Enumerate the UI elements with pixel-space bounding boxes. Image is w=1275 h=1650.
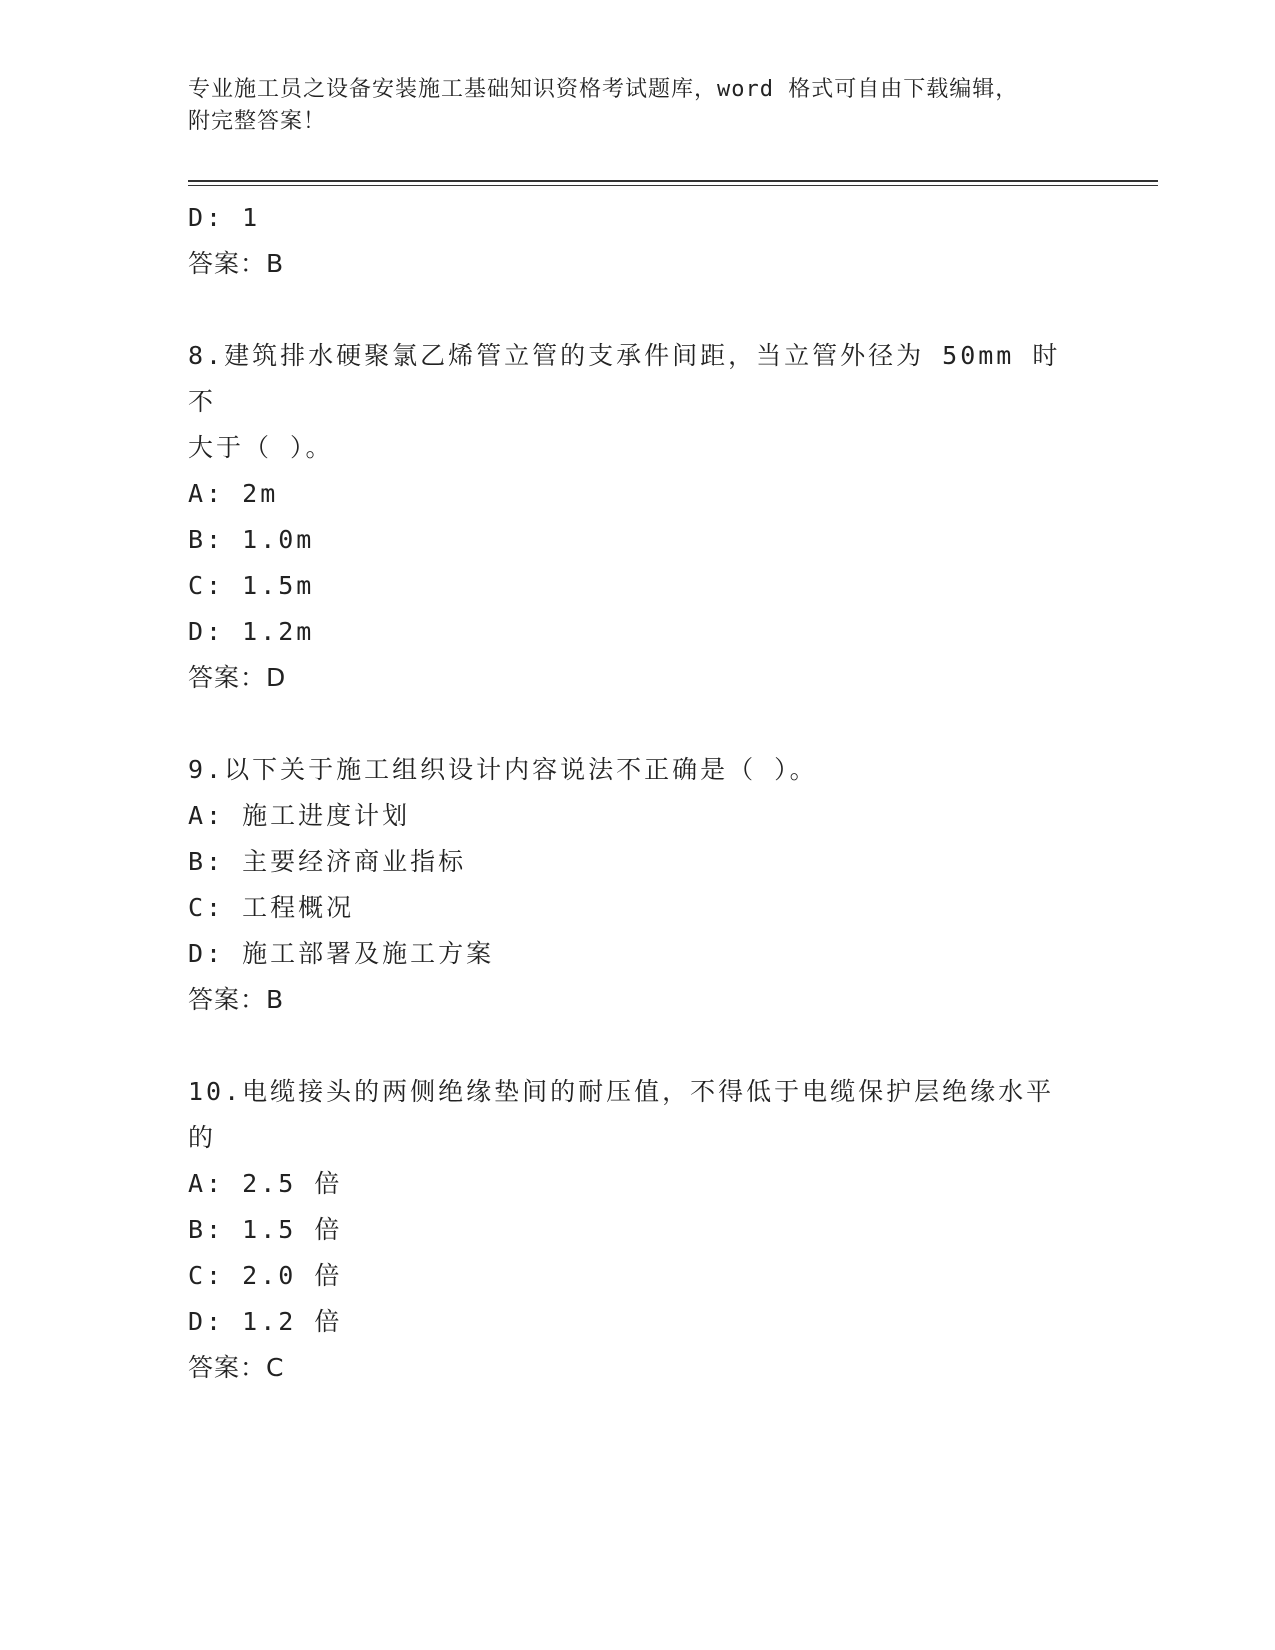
- option-c: C: 2.0 倍: [188, 1261, 343, 1290]
- answer: 答案：C: [188, 1353, 285, 1382]
- header-line-2: 附完整答案！: [188, 109, 327, 134]
- option-d: D: 1: [188, 203, 261, 232]
- spacer: [188, 701, 1088, 747]
- option-b: B: 1.5 倍: [188, 1215, 343, 1244]
- option-d: D: 1.2 倍: [188, 1307, 343, 1336]
- question-stem-line: 9.以下关于施工组织设计内容说法不正确是（ ）。: [188, 755, 818, 784]
- document-header: [188, 74, 1088, 138]
- spacer: [188, 287, 1088, 333]
- question-stem-line: 10.电缆接头的两侧绝缘垫间的耐压值，不得低于电缆保护层绝缘水平: [188, 1077, 1055, 1106]
- spacer: [188, 1023, 1088, 1069]
- option-d: D: 施工部署及施工方案: [188, 939, 495, 968]
- option-a: A: 施工进度计划: [188, 801, 411, 830]
- option-c: C: 工程概况: [188, 893, 355, 922]
- option-a: A: 2.5 倍: [188, 1169, 343, 1198]
- option-d: D: 1.2m: [188, 617, 315, 646]
- option-b: B: 主要经济商业指标: [188, 847, 467, 876]
- option-c: C: 1.5m: [188, 571, 315, 600]
- answer: 答案：D: [188, 663, 287, 692]
- question-10: [188, 1069, 1088, 1391]
- question-stem-line: 大于（ ）。: [188, 433, 334, 462]
- answer: 答案：B: [188, 985, 285, 1014]
- option-a: A: 2m: [188, 479, 279, 508]
- header-line-1: 专业施工员之设备安装施工基础知识资格考试题库，word 格式可自由下载编辑，: [188, 77, 1019, 102]
- question-stem-line: 的: [188, 1123, 217, 1152]
- answer: 答案：B: [188, 249, 285, 278]
- question-9: [188, 747, 1088, 1023]
- header-divider-thin: [188, 185, 1158, 186]
- option-b: B: 1.0m: [188, 525, 315, 554]
- header-divider-thick: [188, 180, 1158, 182]
- question-8: [188, 333, 1088, 701]
- question-7-tail: [188, 195, 1088, 287]
- question-list: [188, 195, 1088, 1391]
- question-stem-line: 8.建筑排水硬聚氯乙烯管立管的支承件间距，当立管外径为 50mm 时不: [188, 341, 1061, 416]
